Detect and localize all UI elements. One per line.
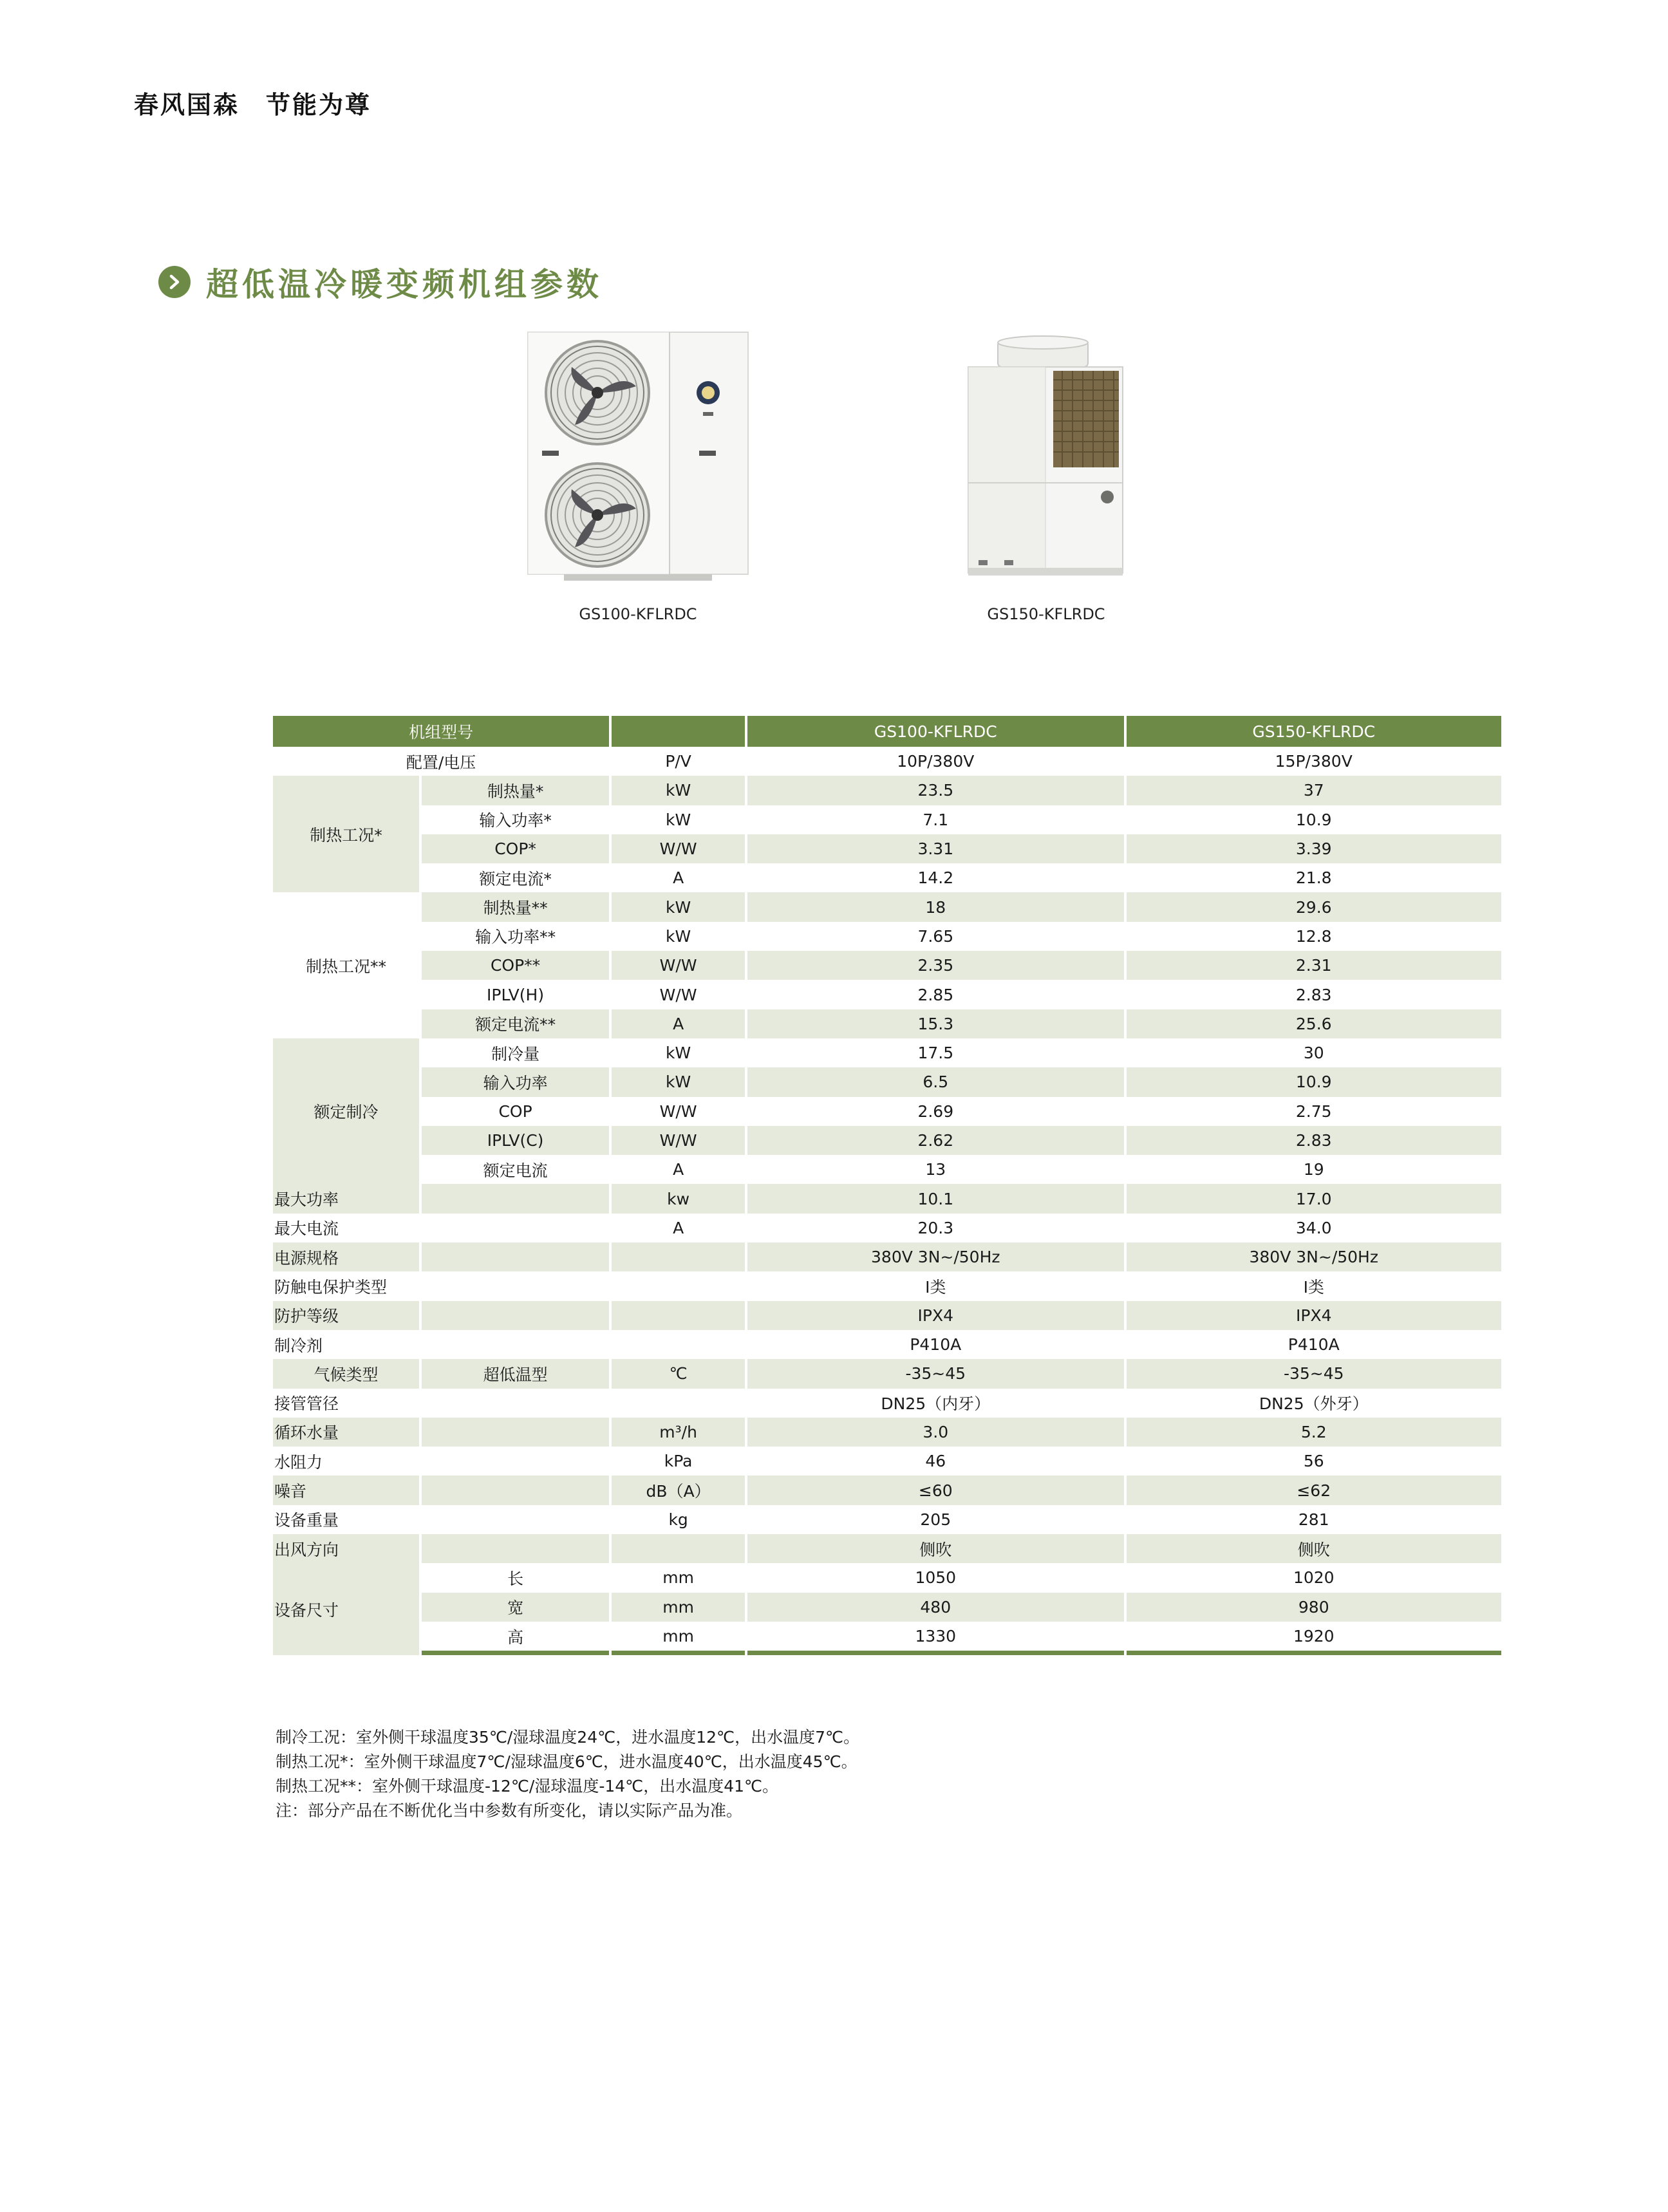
row-value-1: 6.5	[747, 1067, 1123, 1096]
row-value-2: 19	[1303, 1160, 1324, 1179]
row-sub	[422, 1418, 609, 1447]
row-value-1: 2.35	[747, 951, 1123, 980]
row-unit: W/W	[659, 1101, 697, 1121]
row-unit: kW	[612, 1067, 745, 1096]
table-row	[273, 1038, 1501, 1067]
row-value-1: 23.5	[747, 776, 1123, 805]
row-unit: kW	[666, 1044, 691, 1063]
row-value-1: 380V 3N~/50Hz	[747, 1242, 1123, 1271]
header-model-2: GS150-KFLRDC	[1127, 716, 1502, 747]
group-label-cooling: 额定制冷	[273, 1038, 419, 1184]
row-value-1: 7.1	[923, 810, 949, 829]
row-label: 接管管径	[274, 1394, 339, 1414]
row-value-2: 56	[1303, 1452, 1324, 1471]
row-value-2: 12.8	[1295, 926, 1332, 946]
row-value-1: 侧吹	[747, 1534, 1123, 1563]
table-row	[273, 863, 1501, 892]
row-value-2: 21.8	[1295, 868, 1332, 888]
table-row	[273, 980, 1501, 1009]
row-label: 制热量*	[422, 776, 609, 805]
row-sub	[422, 1534, 609, 1563]
row-value-2: 10.9	[1295, 810, 1332, 829]
row-label: 水阻力	[274, 1452, 323, 1472]
row-label: 防护等级	[273, 1301, 419, 1330]
table-row	[273, 1476, 1501, 1504]
table-row	[273, 1563, 1501, 1592]
table-row	[273, 892, 1501, 921]
row-value-1: P410A	[910, 1335, 962, 1354]
row-value-1: 2.85	[917, 985, 954, 1004]
table-row	[273, 1418, 1501, 1447]
table-row	[273, 1155, 1501, 1184]
table-row	[273, 1593, 1501, 1622]
section-title: 超低温冷暖变频机组参数	[206, 266, 603, 303]
header-unit	[612, 716, 745, 747]
row-unit	[612, 1330, 745, 1359]
table-row	[273, 1359, 1501, 1388]
row-value-1: 18	[747, 892, 1123, 921]
row-value-1: 10.1	[747, 1184, 1123, 1213]
row-value-2: P410A	[1288, 1335, 1340, 1354]
row-value-2: 29.6	[1127, 892, 1502, 921]
table-row	[273, 1242, 1501, 1271]
table-row	[273, 1622, 1501, 1655]
row-sub	[422, 1447, 609, 1476]
table-row	[273, 776, 1501, 805]
row-sub	[422, 1505, 609, 1534]
product-caption-gs150: GS150-KFLRDC	[987, 605, 1105, 623]
table-row	[273, 1097, 1501, 1126]
row-value-1: -35~45	[747, 1359, 1123, 1388]
table-row	[273, 834, 1501, 863]
row-label: 额定电流	[483, 1161, 548, 1180]
group-label-heating-2: 制热工况**	[305, 957, 386, 976]
group-label-dimensions: 设备尺寸	[273, 1563, 419, 1655]
row-label: COP*	[422, 834, 609, 863]
row-unit: W/W	[612, 1126, 745, 1155]
row-value-1: 46	[925, 1452, 946, 1471]
row-value-2: 2.83	[1127, 1126, 1502, 1155]
footnote-heating-2: 制热工况**：室外侧干球温度-12℃/湿球温度-14℃，出水温度41℃。	[276, 1777, 779, 1795]
row-value-1: 15.3	[747, 1009, 1123, 1038]
row-label: 电源规格	[273, 1242, 419, 1271]
row-value-2: 2.31	[1127, 951, 1502, 980]
row-value-1: 10P/380V	[897, 752, 975, 771]
row-unit: mm	[612, 1593, 745, 1622]
row-unit: kw	[612, 1184, 745, 1213]
brand-slogan: 春风国森 节能为尊	[134, 91, 372, 119]
table-row	[273, 1389, 1501, 1418]
row-value-1: IPX4	[747, 1301, 1123, 1330]
row-unit: mm	[612, 1622, 745, 1655]
row-label: 配置/电压	[406, 753, 476, 772]
row-value-2: 37	[1127, 776, 1502, 805]
row-sub	[422, 1184, 609, 1213]
table-row	[273, 1214, 1501, 1242]
footnotes	[276, 1725, 859, 1823]
row-label: 制冷剂	[274, 1336, 323, 1355]
row-unit: W/W	[612, 951, 745, 980]
table-row	[273, 1330, 1501, 1359]
row-label: 输入功率*	[479, 811, 552, 830]
row-label: 制热量**	[422, 892, 609, 921]
table-row	[273, 1534, 1501, 1563]
row-label: 输入功率	[422, 1067, 609, 1096]
header-model-label: 机组型号	[273, 716, 609, 747]
row-value-1: 1050	[915, 1568, 957, 1588]
row-value-2: 3.39	[1127, 834, 1502, 863]
row-sub	[422, 1301, 609, 1330]
row-value-2: 10.9	[1127, 1067, 1502, 1096]
row-unit: A	[673, 1160, 684, 1179]
row-label: IPLV(C)	[422, 1126, 609, 1155]
table-row	[273, 1301, 1501, 1330]
table-row	[273, 747, 1501, 776]
row-label: COP	[498, 1101, 532, 1121]
row-label: 最大电流	[274, 1219, 339, 1239]
row-value-1: 13	[925, 1160, 946, 1179]
row-value-2: 980	[1127, 1593, 1502, 1622]
row-unit: kW	[666, 810, 691, 829]
table-row	[273, 1126, 1501, 1155]
row-label: 循环水量	[273, 1418, 419, 1447]
row-label: 额定电流**	[422, 1009, 609, 1038]
row-value-2: IPX4	[1127, 1301, 1502, 1330]
row-label: 输入功率**	[475, 928, 556, 947]
row-unit	[612, 1389, 745, 1418]
row-label: IPLV(H)	[487, 985, 545, 1004]
row-unit: m³/h	[612, 1418, 745, 1447]
row-value-2: ≤62	[1127, 1476, 1502, 1504]
row-value-2: 281	[1298, 1510, 1329, 1529]
row-value-2: DN25（外牙）	[1259, 1394, 1369, 1414]
row-value-2: 30	[1303, 1044, 1324, 1063]
row-value-1: 20.3	[917, 1218, 954, 1237]
row-value-2: 25.6	[1127, 1009, 1502, 1038]
row-label: 防触电保护类型	[274, 1277, 388, 1297]
table-row	[273, 1271, 1501, 1300]
table-row	[273, 805, 1501, 834]
row-unit: kW	[666, 926, 691, 946]
row-value-1: ≤60	[747, 1476, 1123, 1504]
row-value-1: 14.2	[917, 868, 954, 888]
row-value-1: 3.31	[747, 834, 1123, 863]
row-unit: A	[612, 1009, 745, 1038]
row-sub	[422, 1330, 609, 1359]
row-unit: A	[673, 1218, 684, 1237]
table-row	[273, 1009, 1501, 1038]
row-value-2: 34.0	[1295, 1218, 1332, 1237]
row-unit	[612, 1242, 745, 1271]
row-unit: kg	[668, 1510, 688, 1529]
row-label: 出风方向	[273, 1534, 419, 1563]
row-label: 气候类型	[273, 1359, 419, 1388]
row-value-1: DN25（内牙）	[881, 1394, 991, 1414]
row-unit: kPa	[664, 1452, 693, 1471]
row-value-2: 15P/380V	[1275, 752, 1353, 771]
row-value-1: 205	[920, 1510, 951, 1529]
row-value-1: 1330	[747, 1622, 1123, 1655]
product-image-gs150	[959, 328, 1133, 588]
row-value-1: I类	[925, 1277, 946, 1297]
table-row	[273, 951, 1501, 980]
row-label: 高	[422, 1622, 609, 1655]
row-sub	[422, 1242, 609, 1271]
row-sub	[422, 1476, 609, 1504]
row-unit: ℃	[612, 1359, 745, 1388]
row-label: 长	[507, 1569, 524, 1588]
row-unit: kW	[612, 776, 745, 805]
row-label: 宽	[422, 1593, 609, 1622]
row-label: 制冷量	[491, 1044, 540, 1064]
table-row	[273, 1067, 1501, 1096]
section-header	[158, 259, 603, 305]
row-label: 额定电流*	[479, 869, 552, 888]
row-value-1: 2.69	[917, 1101, 954, 1121]
row-value-2: 17.0	[1127, 1184, 1502, 1213]
footnote-heating-1: 制热工况*：室外侧干球温度7℃/湿球温度6℃，进水温度40℃，出水温度45℃。	[276, 1752, 857, 1771]
row-unit	[612, 1301, 745, 1330]
group-label-heating-1: 制热工况*	[273, 776, 419, 892]
header-model-1: GS100-KFLRDC	[747, 716, 1123, 747]
row-sub	[422, 1214, 609, 1242]
table-row	[273, 1505, 1501, 1534]
row-sub: 超低温型	[422, 1359, 609, 1388]
row-value-1: 480	[747, 1593, 1123, 1622]
row-value-1: 17.5	[917, 1044, 954, 1063]
row-value-2: 侧吹	[1127, 1534, 1502, 1563]
product-image-gs100	[525, 328, 751, 588]
row-unit: kW	[612, 892, 745, 921]
row-value-2: -35~45	[1127, 1359, 1502, 1388]
spec-table	[270, 716, 1504, 1655]
row-value-2: 2.83	[1295, 985, 1332, 1004]
row-unit: dB（A）	[612, 1476, 745, 1504]
product-caption-gs100: GS100-KFLRDC	[579, 605, 697, 623]
table-header-row	[273, 716, 1501, 747]
row-value-2: I类	[1303, 1277, 1324, 1297]
row-sub	[422, 1271, 609, 1300]
row-unit: W/W	[612, 834, 745, 863]
row-unit: P/V	[665, 752, 691, 771]
table-row	[273, 1184, 1501, 1213]
row-value-1: 7.65	[917, 926, 954, 946]
row-sub	[422, 1389, 609, 1418]
row-unit	[612, 1534, 745, 1563]
row-label: COP**	[422, 951, 609, 980]
row-value-1: 2.62	[747, 1126, 1123, 1155]
row-unit: A	[673, 868, 684, 888]
row-unit	[612, 1271, 745, 1300]
row-value-2: 1920	[1127, 1622, 1502, 1655]
footnote-cooling: 制冷工况：室外侧干球温度35℃/湿球温度24℃，进水温度12℃，出水温度7℃。	[276, 1728, 860, 1747]
table-row	[273, 922, 1501, 951]
row-value-2: 1020	[1293, 1568, 1335, 1588]
row-label: 设备重量	[274, 1511, 339, 1530]
row-value-1: 3.0	[747, 1418, 1123, 1447]
row-unit: W/W	[659, 985, 697, 1004]
row-label: 最大功率	[273, 1184, 419, 1213]
row-value-2: 380V 3N~/50Hz	[1127, 1242, 1502, 1271]
row-unit: mm	[662, 1568, 694, 1588]
footnote-disclaimer: 注：部分产品在不断优化当中参数有所变化，请以实际产品为准。	[276, 1801, 743, 1820]
row-value-2: 5.2	[1127, 1418, 1502, 1447]
chevron-right-icon	[158, 266, 191, 298]
row-value-2: 2.75	[1295, 1101, 1332, 1121]
row-label: 噪音	[273, 1476, 419, 1504]
table-row	[273, 1447, 1501, 1476]
